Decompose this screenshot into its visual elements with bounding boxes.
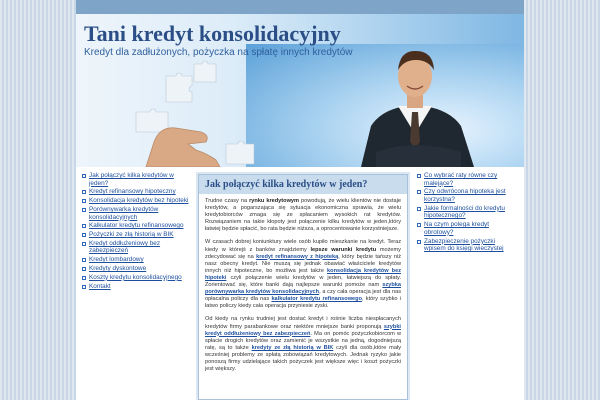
nav-link[interactable]: Porównywarka kredytów konsolidacyjnych <box>82 206 190 221</box>
site-subtitle: Kredyt dla zadłużonych, pożyczka na spłatę innych kredytów <box>84 47 353 58</box>
nav-link[interactable]: Konsolidacja kredytów bez hipoteki <box>82 197 190 205</box>
nav-link[interactable]: Kredyt lombardowy <box>82 256 190 264</box>
paragraph: Trudne czasy na rynku kredytowym powodują, że wielu klientów nie dostaje kredytów, a pogarszająca się sytuacja ekonomiczna sprawia, że wielu kredytobiorców zmaga się ze spłacaniem wysokich rat kredytów. Rozwiązaniem na takie kłopoty jest połączenie kilku kredytów w jeden,który łatwiej będzie spłacić, bo rata będzie niższa, a oprocentowanie korzystniejsze. <box>205 198 402 233</box>
inline-link[interactable]: kredyt refinansowy z hipoteką <box>256 253 339 260</box>
square-bullet-icon <box>82 174 86 178</box>
main-content <box>196 172 410 400</box>
square-bullet-icon <box>417 190 421 194</box>
top-bar <box>76 0 524 14</box>
square-bullet-icon <box>82 267 86 271</box>
inline-link[interactable]: konsolidacja kredytów bez hipoteki <box>205 267 401 281</box>
square-bullet-icon <box>82 242 86 246</box>
square-bullet-icon <box>417 240 421 244</box>
nav-link[interactable]: Pożyczki ze złą historią w BIK <box>82 231 190 239</box>
article-title: Jak połączyć kilka kredytów w jeden? <box>199 175 407 194</box>
square-bullet-icon <box>417 174 421 178</box>
square-bullet-icon <box>417 207 421 211</box>
page <box>76 0 524 400</box>
inline-link[interactable]: kalkulator kredytu refinansowego <box>271 296 362 303</box>
left-navigation <box>82 172 190 291</box>
right-navigation <box>417 172 517 254</box>
square-bullet-icon <box>82 258 86 262</box>
paragraph: Od kiedy na rynku trudniej jest dostać kredyt i rośnie liczba niespłacanych kredytów firmy parabankowe oraz niektóre mniejsze banki proponują szybki kredyt oddłużeniowy bez zabezpieczeń. Ma on pomóc pożyczkobiorcom w spłacie drogich kredytów oraz zamienić je wszystkie na jedną, dogodniejszą ratę, są to także kredyty ze złą historią w BIK czyli dla osób,które mały wcześniej problemy ze spłatą zobowiązań kredytowych. Jednak ryzyko jakie ponoszą firmy udzielające takich pożyczek jest większe więc i koszt pożyczki jest większy. <box>205 316 401 373</box>
inline-link[interactable]: szybki kredyt oddłużeniowy bez zabezpieczeń <box>205 323 401 337</box>
square-bullet-icon <box>82 276 86 280</box>
nav-link[interactable]: Zabezpieczenie pożyczki wpisem do księgi wieczystej <box>417 238 517 253</box>
square-bullet-icon <box>82 190 86 194</box>
square-bullet-icon <box>82 199 86 203</box>
nav-link[interactable]: Kredyt oddłużeniowy bez zabezpieczeń <box>82 240 190 255</box>
square-bullet-icon <box>82 208 86 212</box>
square-bullet-icon <box>417 223 421 227</box>
businessman-photo <box>361 51 474 167</box>
nav-link[interactable]: Jak połączyć kilka kredytów w jeden? <box>82 172 190 187</box>
square-bullet-icon <box>82 233 86 237</box>
nav-link[interactable]: Czy odwrócona hipoteka jest korzystna? <box>417 188 517 203</box>
inline-link[interactable]: szybka porównywarka kredytów konsolidacyjnych <box>205 282 401 296</box>
nav-link[interactable]: Co wybrać raty równe czy malejące? <box>417 172 517 187</box>
nav-link[interactable]: Koszty kredytu konsolidacyjnego <box>82 274 190 282</box>
nav-link[interactable]: Na czym polega kredyt obrotowy? <box>417 221 517 236</box>
nav-link[interactable]: Jakie formalności do kredytu hipotecznego? <box>417 205 517 220</box>
inline-link[interactable]: kredyty ze złą historią w BIK <box>251 344 334 351</box>
header-banner <box>76 14 524 167</box>
article-body <box>199 194 407 383</box>
hand-icon <box>146 128 220 167</box>
site-title[interactable]: Tani kredyt konsolidacyjny <box>84 21 341 46</box>
nav-link[interactable]: Kalkulator kredytu refinansowego <box>82 222 190 230</box>
square-bullet-icon <box>82 285 86 289</box>
paragraph: W czasach dobrej koniunktury wiele osób kupiło mieszkanie na kredyt. Teraz kiedy w którejś z banków znajdziemy lepsze warunki kredytu możemy zdecydować się na kredyt refinansowy z hipoteką, który będzie tańszy niż nasz obecny kredyt. Nie muszą się jednak obawiać właściciele kredytów innych niż hipoteczne, bo możliwa jest także konsolidacja kredytów bez hipoteki czyli połączenie wielu kredytów w jeden, łatwiejszą do spłaty. Zorientować się, które banki dają najlepsze warunki pomoże nam szybka porównywarka kredytów konsolidacyjnych, a czy cała operacja jest dla nas opłacalna policzy dla nas kalkulator kredytu refinansowego, który szybko i łatwo policzy kiedy cała operacja przyniesie zyski. <box>205 239 402 310</box>
nav-link[interactable]: Kredyty dyskontowe <box>82 265 190 273</box>
article-box <box>198 174 408 400</box>
nav-link-contact[interactable]: Kontakt <box>82 283 190 291</box>
nav-link[interactable]: Kredyt refinansowy hipoteczny <box>82 188 190 196</box>
square-bullet-icon <box>82 224 86 228</box>
